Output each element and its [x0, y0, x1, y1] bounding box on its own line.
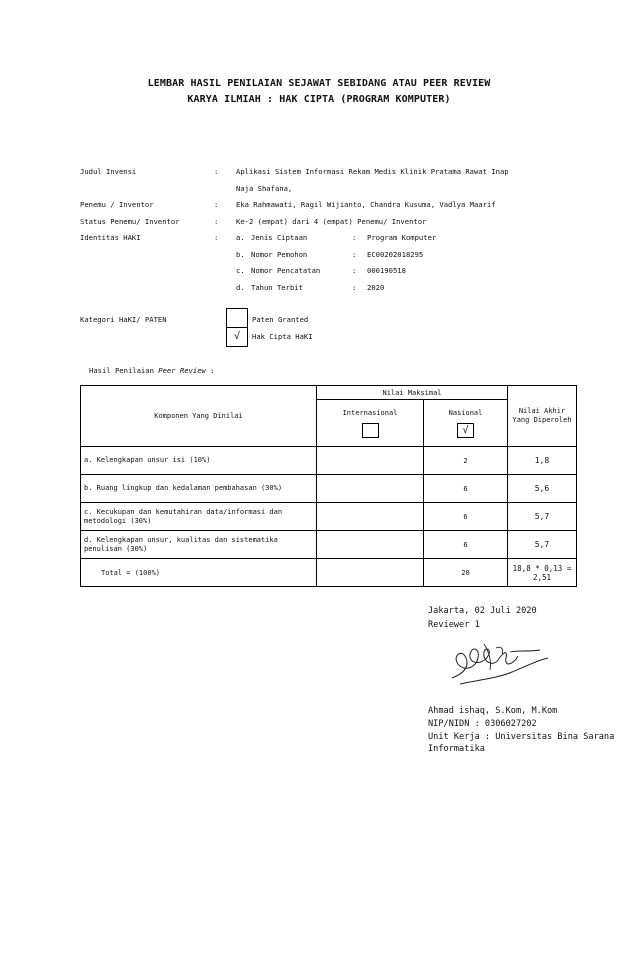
total-internasional — [317, 559, 424, 587]
nasional-cell: 6 — [424, 503, 508, 531]
reviewer-role: Reviewer 1 — [428, 620, 480, 630]
colon: : — [352, 266, 357, 275]
colon: : — [214, 167, 219, 176]
colon: : — [352, 250, 357, 259]
haki-index: b. — [236, 250, 245, 259]
kategori-label: Kategori HaKI/ PATEN — [80, 315, 167, 324]
haki-index: c. — [236, 266, 245, 275]
haki-label: Nomor Pencatatan — [251, 266, 321, 275]
header-nilai-akhir: Nilai Akhir Yang Diperoleh — [508, 386, 577, 447]
page-title: LEMBAR HASIL PENILAIAN SEJAWAT SEBIDANG ATAU PEER REVIEW — [147, 78, 491, 89]
paten-granted-checkbox[interactable] — [226, 308, 248, 328]
colon: : — [352, 283, 357, 292]
hak-cipta-checkbox[interactable]: √ — [226, 327, 248, 347]
haki-label: Tahun Terbit — [251, 283, 303, 292]
identitas-label: Identitas HAKI — [80, 233, 141, 242]
nilai-cell: 5,7 — [508, 503, 577, 531]
haki-value: Program Komputer — [367, 233, 437, 242]
judul-value: Aplikasi Sistem Informasi Rekam Medis Klinik Pratama Rawat Inap — [236, 167, 509, 176]
haki-index: a. — [236, 233, 245, 242]
review-intro: Hasil Penilaian Peer Review : — [89, 366, 215, 375]
header-nilai-maksimal: Nilai Maksimal — [317, 386, 508, 400]
colon: : — [214, 217, 219, 226]
total-row — [81, 559, 577, 587]
penemu-value: Eka Rahmawati, Ragil Wijianto, Chandra Kusuma, Vadlya Maarif — [236, 200, 496, 209]
penemu-label: Penemu / Inventor — [80, 200, 154, 209]
internasional-cell — [317, 531, 424, 559]
colon: : — [352, 233, 357, 242]
nasional-cell: 6 — [424, 531, 508, 559]
signature-stroke-tail — [510, 650, 540, 652]
reviewer-name: Ahmad ishaq, S.Kom, M.Kom — [428, 706, 558, 716]
komponen-cell: d. Kelengkapan unsur, kualitas dan sistematika penulisan (30%) — [81, 531, 317, 559]
table-row — [81, 503, 577, 531]
haki-label: Nomor Pemohon — [251, 250, 308, 259]
internasional-cell — [317, 503, 424, 531]
nasional-cell: 2 — [424, 447, 508, 475]
reviewer-unit-cont: Informatika — [428, 744, 485, 754]
haki-value: 2020 — [367, 283, 385, 292]
total-label: Total = (100%) — [81, 559, 317, 587]
paten-granted-label: Paten Granted — [252, 315, 309, 324]
place-date: Jakarta, 02 Juli 2020 — [428, 606, 537, 616]
reviewer-signature — [448, 638, 552, 688]
nilai-cell: 5,6 — [508, 475, 577, 503]
total-nasional: 20 — [424, 559, 508, 587]
internasional-cell — [317, 447, 424, 475]
reviewer-unit: Unit Kerja : Universitas Bina Sarana — [428, 732, 615, 742]
komponen-cell: a. Kelengkapan unsur isi (10%) — [81, 447, 317, 475]
judul-label: Judul Invensi — [80, 167, 137, 176]
table-row — [81, 475, 577, 503]
status-label: Status Penemu/ Inventor — [80, 217, 180, 226]
colon: : — [214, 200, 219, 209]
reviewer-nip: NIP/NIDN : 0306027202 — [428, 719, 537, 729]
total-nilai: 18,8 * 0,13 = 2,51 — [508, 559, 577, 587]
haki-index: d. — [236, 283, 245, 292]
haki-value: EC00202018295 — [367, 250, 424, 259]
nilai-cell: 1,8 — [508, 447, 577, 475]
header-nasional — [424, 400, 508, 447]
page-subtitle: KARYA ILMIAH : HAK CIPTA (PROGRAM KOMPUTER) — [187, 94, 451, 105]
internasional-checkbox[interactable] — [362, 423, 379, 438]
internasional-cell — [317, 475, 424, 503]
hak-cipta-label: Hak Cipta HaKI — [252, 332, 313, 341]
nasional-label: Nasional — [448, 408, 483, 417]
header-komponen: Komponen Yang Dinilai — [81, 386, 317, 447]
score-table — [80, 385, 577, 587]
internasional-label: Internasional — [342, 408, 398, 417]
table-row — [81, 531, 577, 559]
komponen-cell: b. Ruang lingkup dan kedalaman pembahasan (30%) — [81, 475, 317, 503]
nasional-cell: 6 — [424, 475, 508, 503]
judul-value-cont: Naja Shafana, — [236, 184, 293, 193]
nilai-cell: 5,7 — [508, 531, 577, 559]
komponen-cell: c. Kecukupan dan kemutahiran data/informasi dan metodologi (30%) — [81, 503, 317, 531]
colon: : — [214, 233, 219, 242]
status-value: Ke-2 (empat) dari 4 (empat) Penemu/ Inventor — [236, 217, 427, 226]
haki-label: Jenis Ciptaan — [251, 233, 308, 242]
header-internasional — [317, 400, 424, 447]
haki-value: 000190518 — [367, 266, 406, 275]
nasional-checkbox[interactable]: √ — [457, 423, 474, 438]
table-row — [81, 447, 577, 475]
